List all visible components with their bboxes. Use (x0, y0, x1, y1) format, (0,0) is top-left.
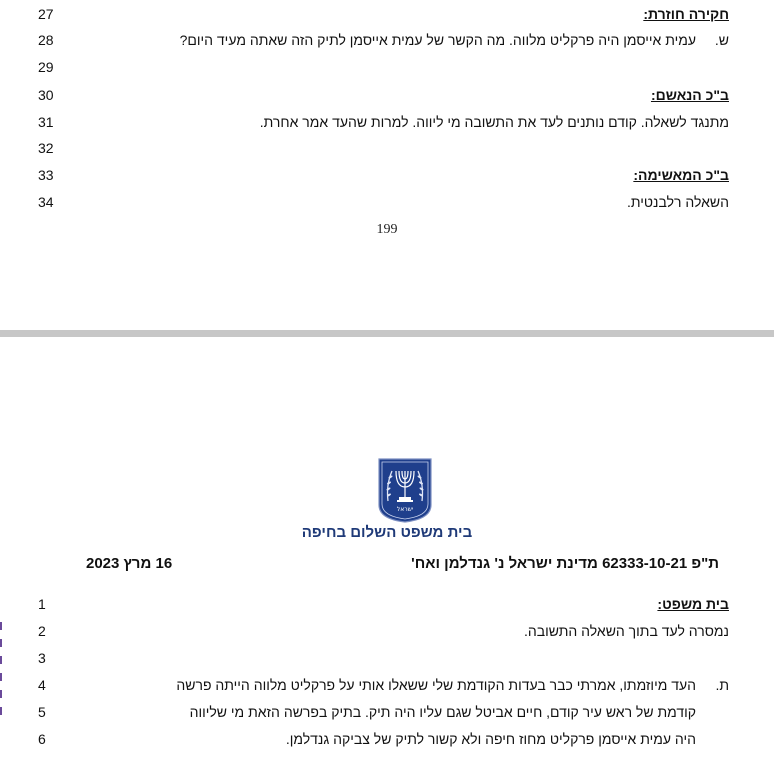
transcript-line (0, 56, 774, 78)
line-number: 3 (38, 650, 46, 666)
transcript-line (0, 84, 774, 106)
section-header: ב"כ הנאשם: (650, 87, 729, 103)
section-header: בית משפט: (657, 596, 729, 612)
emblem-label: ישראל (396, 506, 414, 513)
line-number: 2 (38, 623, 46, 639)
line-number: 31 (38, 114, 54, 130)
transcript-line (0, 620, 774, 642)
line-text: העד מיוזמתו, אמרתי כבר בעדות הקודמת שלי ששאלו אותי על פרקליט מלווה הייתה פרשה (176, 677, 696, 693)
transcript-line (0, 647, 774, 669)
line-text: מתנגד לשאלה. קודם נותנים לעד את התשובה מי ליווה. למרות שהעד אמר אחרת. (259, 114, 729, 130)
line-number: 28 (38, 32, 54, 48)
transcript-line (0, 29, 774, 51)
speaker-marker: ש. (714, 32, 729, 48)
line-text: קודמת של ראש עיר קודם, חיים אביטל שגם עליו היה תיק. בתיק בפרשה הזאת מי שליווה (189, 704, 696, 720)
line-number: 29 (38, 59, 54, 75)
line-text: עמית אייסמן היה פרקליט מלווה. מה הקשר של עמית אייסמן לתיק הזה שאתה מעיד היום? (179, 32, 696, 48)
page-separator (0, 330, 774, 337)
transcript-line (0, 3, 774, 25)
line-number: 30 (38, 87, 54, 103)
transcript-page-next (0, 337, 774, 760)
line-text: היה עמית אייסמן פרקליט מחוז חיפה ולא קשור לתיק של צביקה גנדלמן. (285, 731, 696, 747)
transcript-line (0, 111, 774, 133)
section-header: חקירה חוזרת: (643, 6, 729, 22)
case-title: ת"פ 62333-10-21 מדינת ישראל נ' גנדלמן ואח' (411, 555, 719, 572)
transcript-line (0, 593, 774, 615)
page-number: 199 (376, 222, 398, 237)
court-name: בית משפט השלום בחיפה (301, 524, 473, 541)
hearing-date: 16 מרץ 2023 (86, 555, 173, 572)
section-header: ב"כ המאשימה: (633, 167, 729, 183)
line-number: 34 (38, 194, 54, 210)
line-text: נמסרה לעד בתוך השאלה התשובה. (524, 623, 729, 639)
transcript-page-199 (0, 0, 774, 330)
line-number: 27 (38, 6, 54, 22)
transcript-line (0, 191, 774, 213)
transcript-line (0, 137, 774, 159)
transcript-line (0, 674, 774, 696)
line-number: 4 (38, 677, 46, 693)
line-number: 32 (38, 140, 54, 156)
transcript-line (0, 728, 774, 750)
line-number: 33 (38, 167, 54, 183)
state-emblem-icon (377, 457, 433, 523)
speaker-marker: ת. (715, 677, 729, 693)
line-number: 5 (38, 704, 46, 720)
line-text: השאלה רלבנטית. (627, 194, 729, 210)
transcript-line (0, 164, 774, 186)
line-number: 1 (38, 596, 46, 612)
transcript-line (0, 701, 774, 723)
line-number: 6 (38, 731, 46, 747)
